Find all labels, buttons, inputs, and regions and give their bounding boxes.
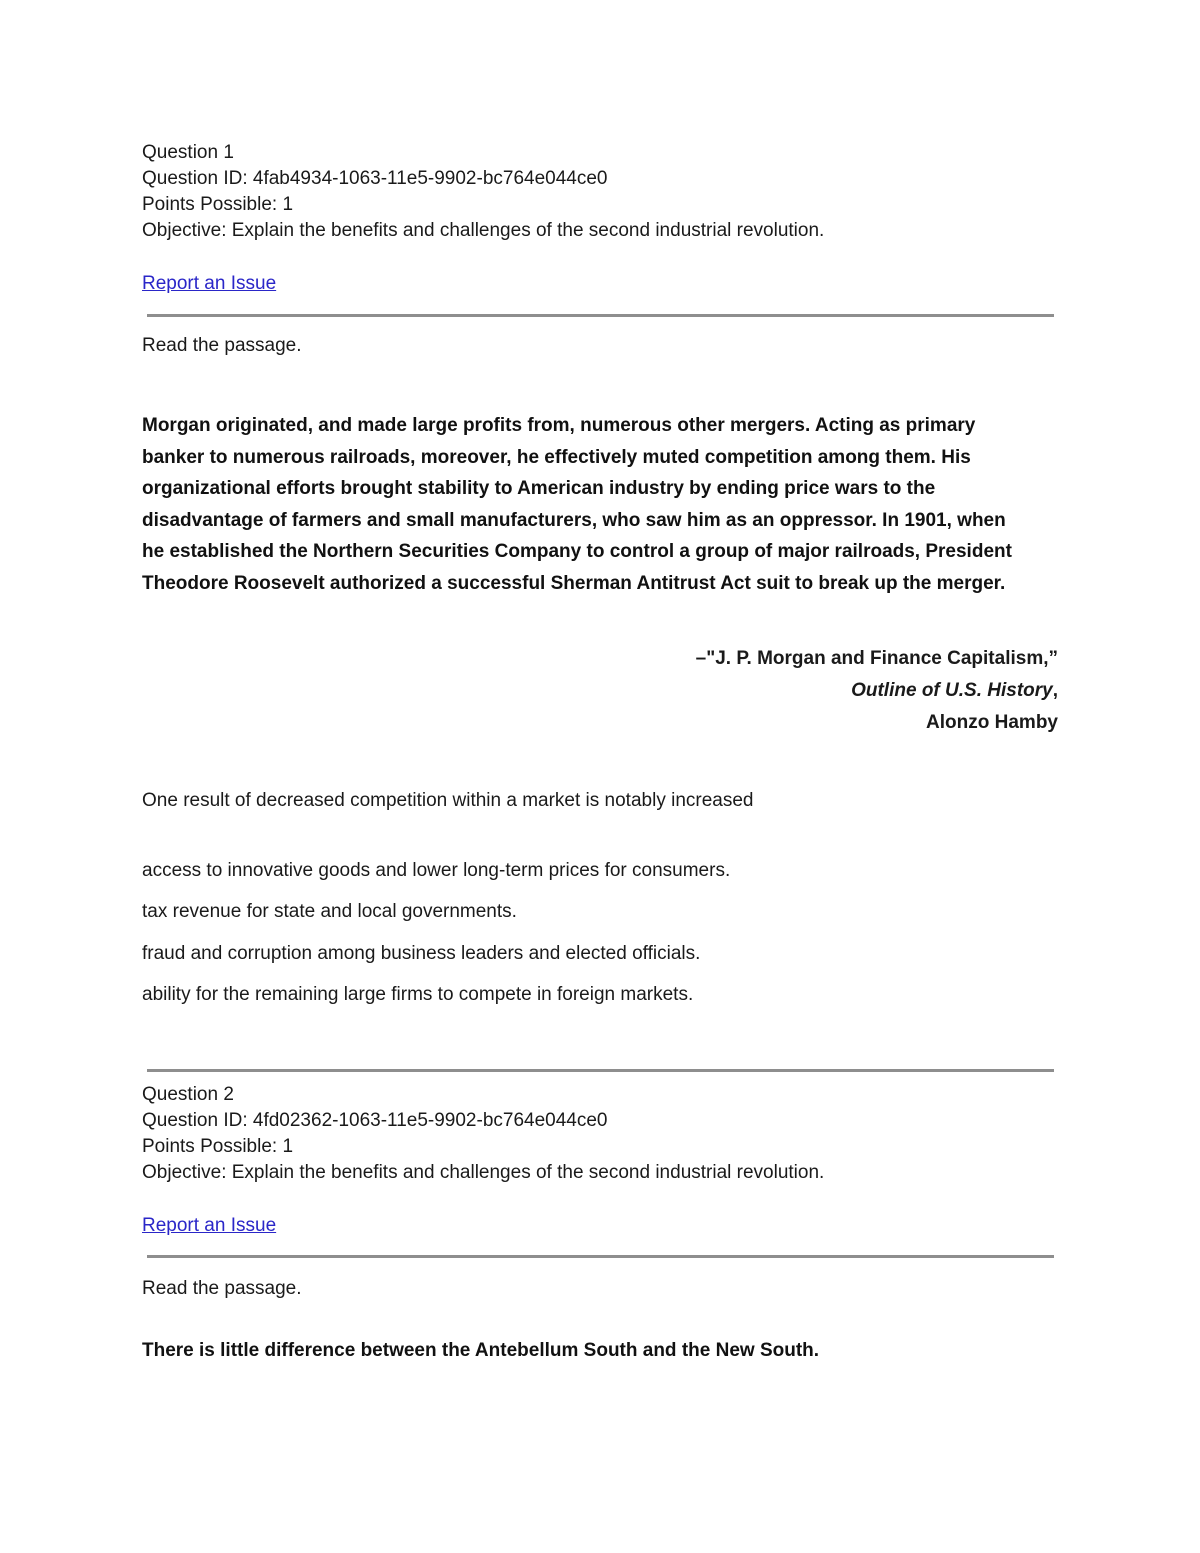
passage-line: Theodore Roosevelt authorized a successful Sherman Antitrust Act suit to break up the merger.: [142, 572, 1006, 594]
question-1-points: Points Possible: 1: [142, 194, 294, 215]
passage-line: organizational efforts brought stability to American industry by ending price wars to the: [142, 478, 936, 500]
answer-option-d[interactable]: ability for the remaining large firms to compete in foreign markets.: [142, 984, 694, 1005]
question-1-instruction: Read the passage.: [142, 335, 302, 356]
question-2-statement: There is little difference between the Antebellum South and the New South.: [142, 1340, 820, 1361]
question-2-id: Question ID: 4fd02362-1063-11e5-9902-bc764e044ce0: [142, 1110, 608, 1131]
passage-line: banker to numerous railroads, moreover, he effectively muted competition among them. His: [142, 446, 971, 468]
question-2-objective: Objective: Explain the benefits and challenges of the second industrial revolution.: [142, 1162, 825, 1183]
citation-book-suffix: ,: [1052, 680, 1058, 701]
question-1-objective: Objective: Explain the benefits and challenges of the second industrial revolution.: [142, 220, 825, 241]
answer-option-b[interactable]: tax revenue for state and local governments.: [142, 901, 517, 922]
citation-author: Alonzo Hamby: [926, 712, 1058, 733]
passage-line: disadvantage of farmers and small manufacturers, who saw him as an oppressor. In 1901, when: [142, 509, 1006, 531]
question-2-points: Points Possible: 1: [142, 1136, 294, 1157]
question-2-instruction: Read the passage.: [142, 1278, 302, 1299]
citation-article: –"J. P. Morgan and Finance Capitalism,”: [695, 648, 1058, 669]
passage-line: he established the Northern Securities Company to control a group of major railroads, President: [142, 541, 1012, 563]
answer-option-c[interactable]: fraud and corruption among business leaders and elected officials.: [142, 943, 701, 964]
divider-3: [147, 1255, 1054, 1258]
citation-book: Outline of U.S. History: [851, 680, 1053, 701]
question-1-passage: [142, 410, 1062, 600]
question-2-title: Question 2: [142, 1084, 234, 1105]
question-1-prompt: One result of decreased competition within a market is notably increased: [142, 790, 754, 811]
answer-option-a[interactable]: access to innovative goods and lower long-term prices for consumers.: [142, 860, 731, 881]
question-1-title: Question 1: [142, 142, 234, 163]
citation-book-line: [851, 680, 1058, 702]
report-issue-link-2[interactable]: Report an Issue: [142, 1215, 277, 1236]
divider-2: [147, 1069, 1054, 1072]
report-issue-link-1[interactable]: Report an Issue: [142, 273, 277, 294]
question-1-id: Question ID: 4fab4934-1063-11e5-9902-bc764e044ce0: [142, 168, 608, 189]
passage-line: Morgan originated, and made large profits from, numerous other mergers. Acting as primary: [142, 415, 976, 436]
divider-1: [147, 314, 1054, 317]
